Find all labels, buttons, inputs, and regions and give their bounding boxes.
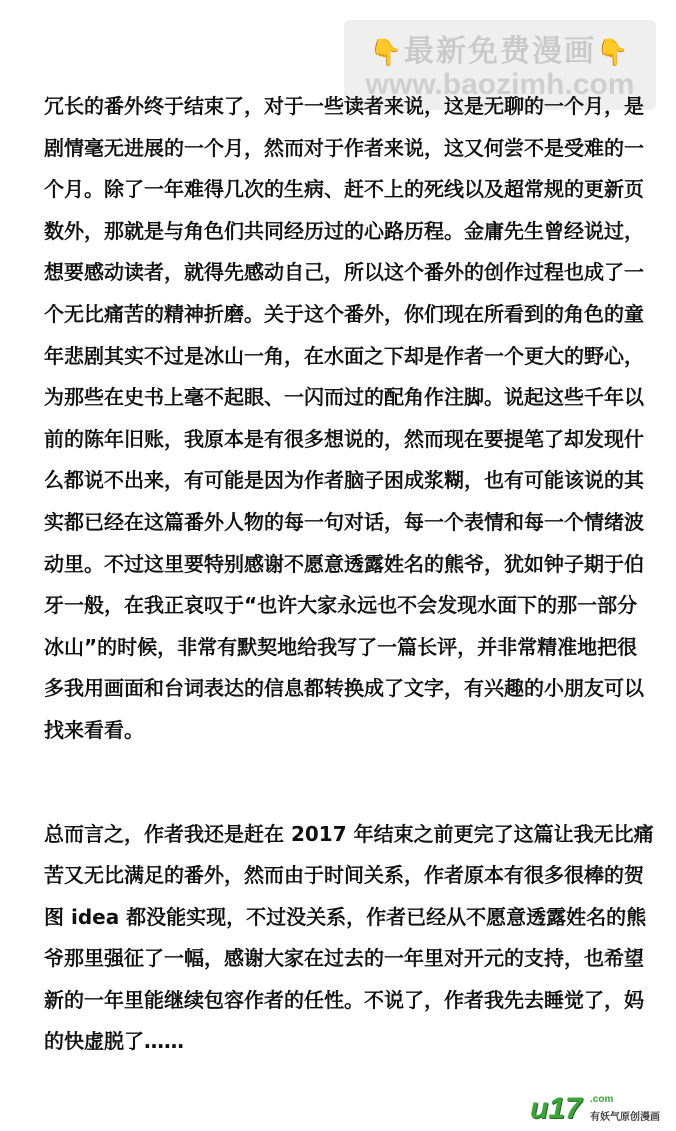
text-line: 找来看看。: [44, 717, 144, 742]
text-line: 总而言之，作者我还是赶在 2017 年结束之前更完了这篇让我无比痛: [44, 821, 654, 846]
text-line: 的快虚脱了……: [44, 1029, 184, 1054]
watermark-url: www.baozimh.com: [365, 68, 635, 101]
text-line: 新的一年里能继续包容作者的任性。不说了，作者我先去睡觉了，妈: [44, 987, 644, 1012]
afterword-article: [44, 86, 654, 1063]
logo-domain: .com: [590, 1094, 614, 1105]
text-line: 多我用画面和台词表达的信息都转换成了文字，有兴趣的小朋友可以: [44, 676, 644, 701]
paragraph-1: [44, 86, 644, 752]
pointing-down-hand-icon: 👇: [596, 38, 631, 68]
text-line: 想要感动读者，就得先感动自己，所以这个番外的创作过程也成了一: [44, 260, 644, 285]
text-line: 实都已经在这篇番外人物的每一句对话，每一个表情和每一个情绪波: [44, 509, 644, 534]
u17-logo: [530, 1092, 670, 1128]
text-line: 牙一般，在我正哀叹于“也许大家永远也不会发现水面下的那一部分: [44, 593, 638, 618]
logo-tagline: 有妖气原创漫画: [590, 1112, 660, 1123]
text-line: 数外，那就是与角色们共同经历过的心路历程。金庸先生曾经说过，: [44, 218, 644, 243]
text-line: 冗长的番外终于结束了，对于一些读者来说，这是无聊的一个月，是: [44, 94, 644, 118]
text-line: 动里。不过这里要特别感谢不愿意透露姓名的熊爷，犹如钟子期于伯: [44, 551, 644, 576]
watermark-title-row: [362, 26, 638, 70]
text-line: 冰山”的时候，非常有默契地给我写了一篇长评，并非常精准地把很: [44, 634, 638, 659]
text-line: 爷那里强征了一幅，感谢大家在过去的一年里对开元的支持，也希望: [44, 946, 644, 971]
text-line: 苦又无比满足的番外，然而由于时间关系，作者原本有很多很棒的贺: [44, 863, 644, 888]
paragraph-gap: [44, 752, 636, 814]
text-line: 么都说不出来，有可能是因为作者脑子困成浆糊，也有可能该说的其: [44, 468, 644, 493]
text-line: 为那些在史书上毫不起眼、一闪而过的配角作注脚。说起这些千年以: [44, 385, 644, 410]
logo-main-text: u17: [530, 1092, 582, 1125]
text-line: 年悲剧其实不过是冰山一角，在水面之下却是作者一个更大的野心，: [44, 343, 644, 368]
text-line: 剧情毫无进展的一个月，然而对于作者来说，这又何尝不是受难的一: [44, 135, 644, 160]
paragraph-2: [44, 814, 654, 1064]
text-line: 个月。除了一年难得几次的生病、赶不上的死线以及超常规的更新页: [44, 177, 644, 202]
text-line: 图 idea 都没能实现，不过没关系，作者已经从不愿意透露姓名的熊: [44, 904, 647, 929]
watermark-title: 最新免费漫画: [404, 34, 596, 69]
pointing-down-hand-icon: 👇: [369, 38, 404, 68]
text-line: 个无比痛苦的精神折磨。关于这个番外，你们现在所看到的角色的童: [44, 301, 644, 326]
text-line: 前的陈年旧账，我原本是有很多想说的，然而现在要提笔了却发现什: [44, 426, 644, 451]
